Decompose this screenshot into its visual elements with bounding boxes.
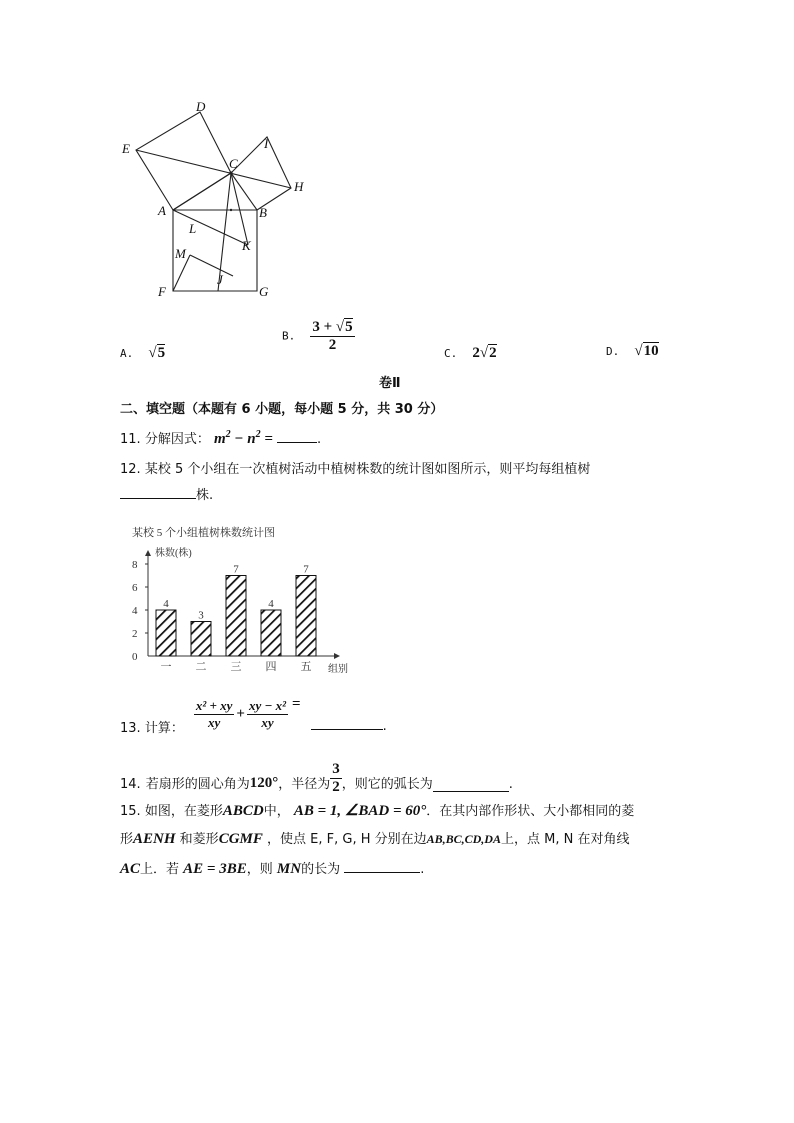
option-a-value: 5 <box>157 345 166 361</box>
q15-answer-blank[interactable] <box>344 860 420 873</box>
label-j: J <box>217 272 223 287</box>
q15-aenh: AENH <box>133 831 176 847</box>
q11-exp-n: 2 <box>255 429 261 440</box>
q15-ac: AC <box>120 861 141 877</box>
option-b: B. $\frac{3 + √5}{2}$ <box>282 319 353 353</box>
y-tick-label: 0 <box>132 651 138 663</box>
bar <box>191 622 211 657</box>
q14-text3: ，则它的弧长为 <box>341 777 433 792</box>
q12-answer-blank[interactable] <box>120 486 196 499</box>
volume-title: 卷Ⅱ <box>379 376 401 391</box>
option-b-num-pre: 3 + <box>312 319 336 335</box>
label-c: C <box>229 156 238 171</box>
q15-t9: ，则 <box>246 862 273 877</box>
label-a: A <box>158 203 166 218</box>
q15-t3: ．在其内部作形状、大小都相同的菱 <box>426 804 635 819</box>
q13-end: . <box>382 719 387 734</box>
q15-mn: MN <box>276 861 302 877</box>
q15-cgmf: CGMF <box>218 831 263 847</box>
q15-number: 15. <box>120 804 141 819</box>
bar <box>156 610 176 656</box>
y-tick-label: 8 <box>132 559 138 571</box>
label-k: K <box>242 238 251 253</box>
q11-end: . <box>317 432 322 447</box>
q15-cond: AB = 1, ∠BAD = 60° <box>293 803 427 819</box>
q14-angle: 120° <box>249 775 279 791</box>
y-axis-arrow <box>145 550 151 556</box>
q11-m: m <box>213 431 226 447</box>
q11-answer-blank[interactable] <box>277 430 317 443</box>
q15-end: . <box>420 862 425 877</box>
q14-number: 14. <box>120 777 141 792</box>
q15-edges: AB,BC,CD,DA <box>426 832 501 846</box>
q15-t8: 上．若 <box>140 862 180 877</box>
bar-data-label: 4 <box>268 598 274 610</box>
option-c-letter: C. <box>444 347 458 360</box>
q14-text1: 若扇形的圆心角为 <box>145 777 250 792</box>
label-e: E <box>122 141 130 156</box>
square-bcih <box>231 137 291 210</box>
x-tick-label: 二 <box>195 661 207 673</box>
bar-data-label: 3 <box>198 609 204 622</box>
q12-text: 某校 5 个小组在一次植树活动中植树株数的统计图如图所示，则平均每组植树 <box>144 462 591 477</box>
q15-t7: 上，点 M, N 在对角线 <box>500 832 630 847</box>
q15-t5: 和菱形 <box>179 832 219 847</box>
q15-ae: AE = 3BE <box>183 861 247 877</box>
question-13 <box>120 690 387 738</box>
label-f: F <box>158 284 166 299</box>
label-b: B <box>259 205 267 220</box>
q11-exp-m: 2 <box>225 429 231 440</box>
q13-frac1-num: x² + xy <box>195 697 233 713</box>
q11-minus: − <box>230 431 248 447</box>
q14-text2: ，半径为 <box>278 777 331 792</box>
bar-data-label: 4 <box>163 598 169 610</box>
question-15-line3 <box>120 858 424 878</box>
option-c-coef: 2 <box>472 345 480 361</box>
chart-ylabel: 株数(株) <box>155 548 192 559</box>
q12-number: 12. <box>120 462 141 477</box>
q15-t2: 中， <box>263 804 290 819</box>
q13-text: 计算： <box>144 721 184 736</box>
y-tick-label: 4 <box>132 605 138 617</box>
q14-r-num: 3 <box>332 761 340 777</box>
chart-xlabel: 组别 <box>328 664 348 675</box>
q11-number: 11. <box>120 432 141 447</box>
bar-data-label: 7 <box>233 563 239 576</box>
bar <box>261 610 281 656</box>
q14-answer-blank[interactable] <box>433 779 509 792</box>
q13-frac2-num: xy − x² <box>248 697 287 713</box>
option-b-num-rad: 5 <box>345 319 353 335</box>
label-d: D <box>196 99 206 114</box>
q13-eq: = <box>292 696 301 712</box>
option-c: C. 2√2 <box>444 345 497 361</box>
chart-title: 某校 5 个小组植树株数统计图 <box>132 527 275 539</box>
bar-chart <box>120 516 360 681</box>
label-l: L <box>189 221 197 236</box>
option-d-letter: D. <box>606 345 620 358</box>
q14-r-den: 2 <box>332 779 340 795</box>
x-tick-label: 三 <box>230 661 242 673</box>
q14-end: . <box>508 777 513 792</box>
q15-t4: 形 <box>120 832 134 847</box>
q11-eq: = <box>260 431 273 447</box>
question-15-line1 <box>120 800 634 820</box>
bar-data-label: 7 <box>303 563 309 576</box>
x-tick-label: 五 <box>300 661 312 673</box>
q13-frac2-den: xy <box>261 714 274 730</box>
option-b-letter: B. <box>282 329 296 343</box>
q15-abcd: ABCD <box>222 803 264 819</box>
option-c-rad: 2 <box>489 345 497 361</box>
option-a-letter: A. <box>120 347 134 360</box>
question-15-line2 <box>120 828 629 848</box>
label-g: G <box>259 284 269 299</box>
option-a: A. √5 <box>120 345 166 361</box>
section-title: 二、填空题（本题有 6 小题，每小题 5 分，共 30 分） <box>120 402 444 417</box>
q13-number: 13. <box>120 721 141 736</box>
geometry-figure <box>110 95 320 310</box>
option-d-value: 10 <box>643 343 659 359</box>
q13-plus: + <box>236 705 245 722</box>
q15-t10: 的长为 <box>301 862 341 877</box>
q13-answer-blank[interactable] <box>311 717 383 730</box>
bar <box>226 576 246 657</box>
x-axis-arrow <box>334 653 340 659</box>
bar <box>296 576 316 657</box>
q11-n: n <box>247 431 256 447</box>
question-12 <box>120 458 680 477</box>
label-h: H <box>294 179 304 194</box>
q11-text: 分解因式： <box>144 432 210 447</box>
y-tick-label: 6 <box>132 582 138 594</box>
q15-t6: ，使点 E, F, G, H 分别在边 <box>267 832 427 847</box>
option-d: D. √10 <box>606 343 659 359</box>
label-i: I <box>264 136 269 151</box>
y-tick-label: 2 <box>132 628 138 640</box>
x-tick-label: 一 <box>160 661 172 673</box>
q12-answer-line <box>120 484 213 503</box>
q15-t1: 如图，在菱形 <box>144 804 223 819</box>
x-tick-label: 四 <box>265 661 277 673</box>
option-b-den: 2 <box>328 337 337 353</box>
square-acde <box>136 112 231 210</box>
question-14 <box>120 746 513 795</box>
question-11 <box>120 428 321 448</box>
q12-suffix: 株. <box>196 488 214 503</box>
q13-frac1-den: xy <box>207 714 221 730</box>
label-m: M <box>175 246 186 261</box>
